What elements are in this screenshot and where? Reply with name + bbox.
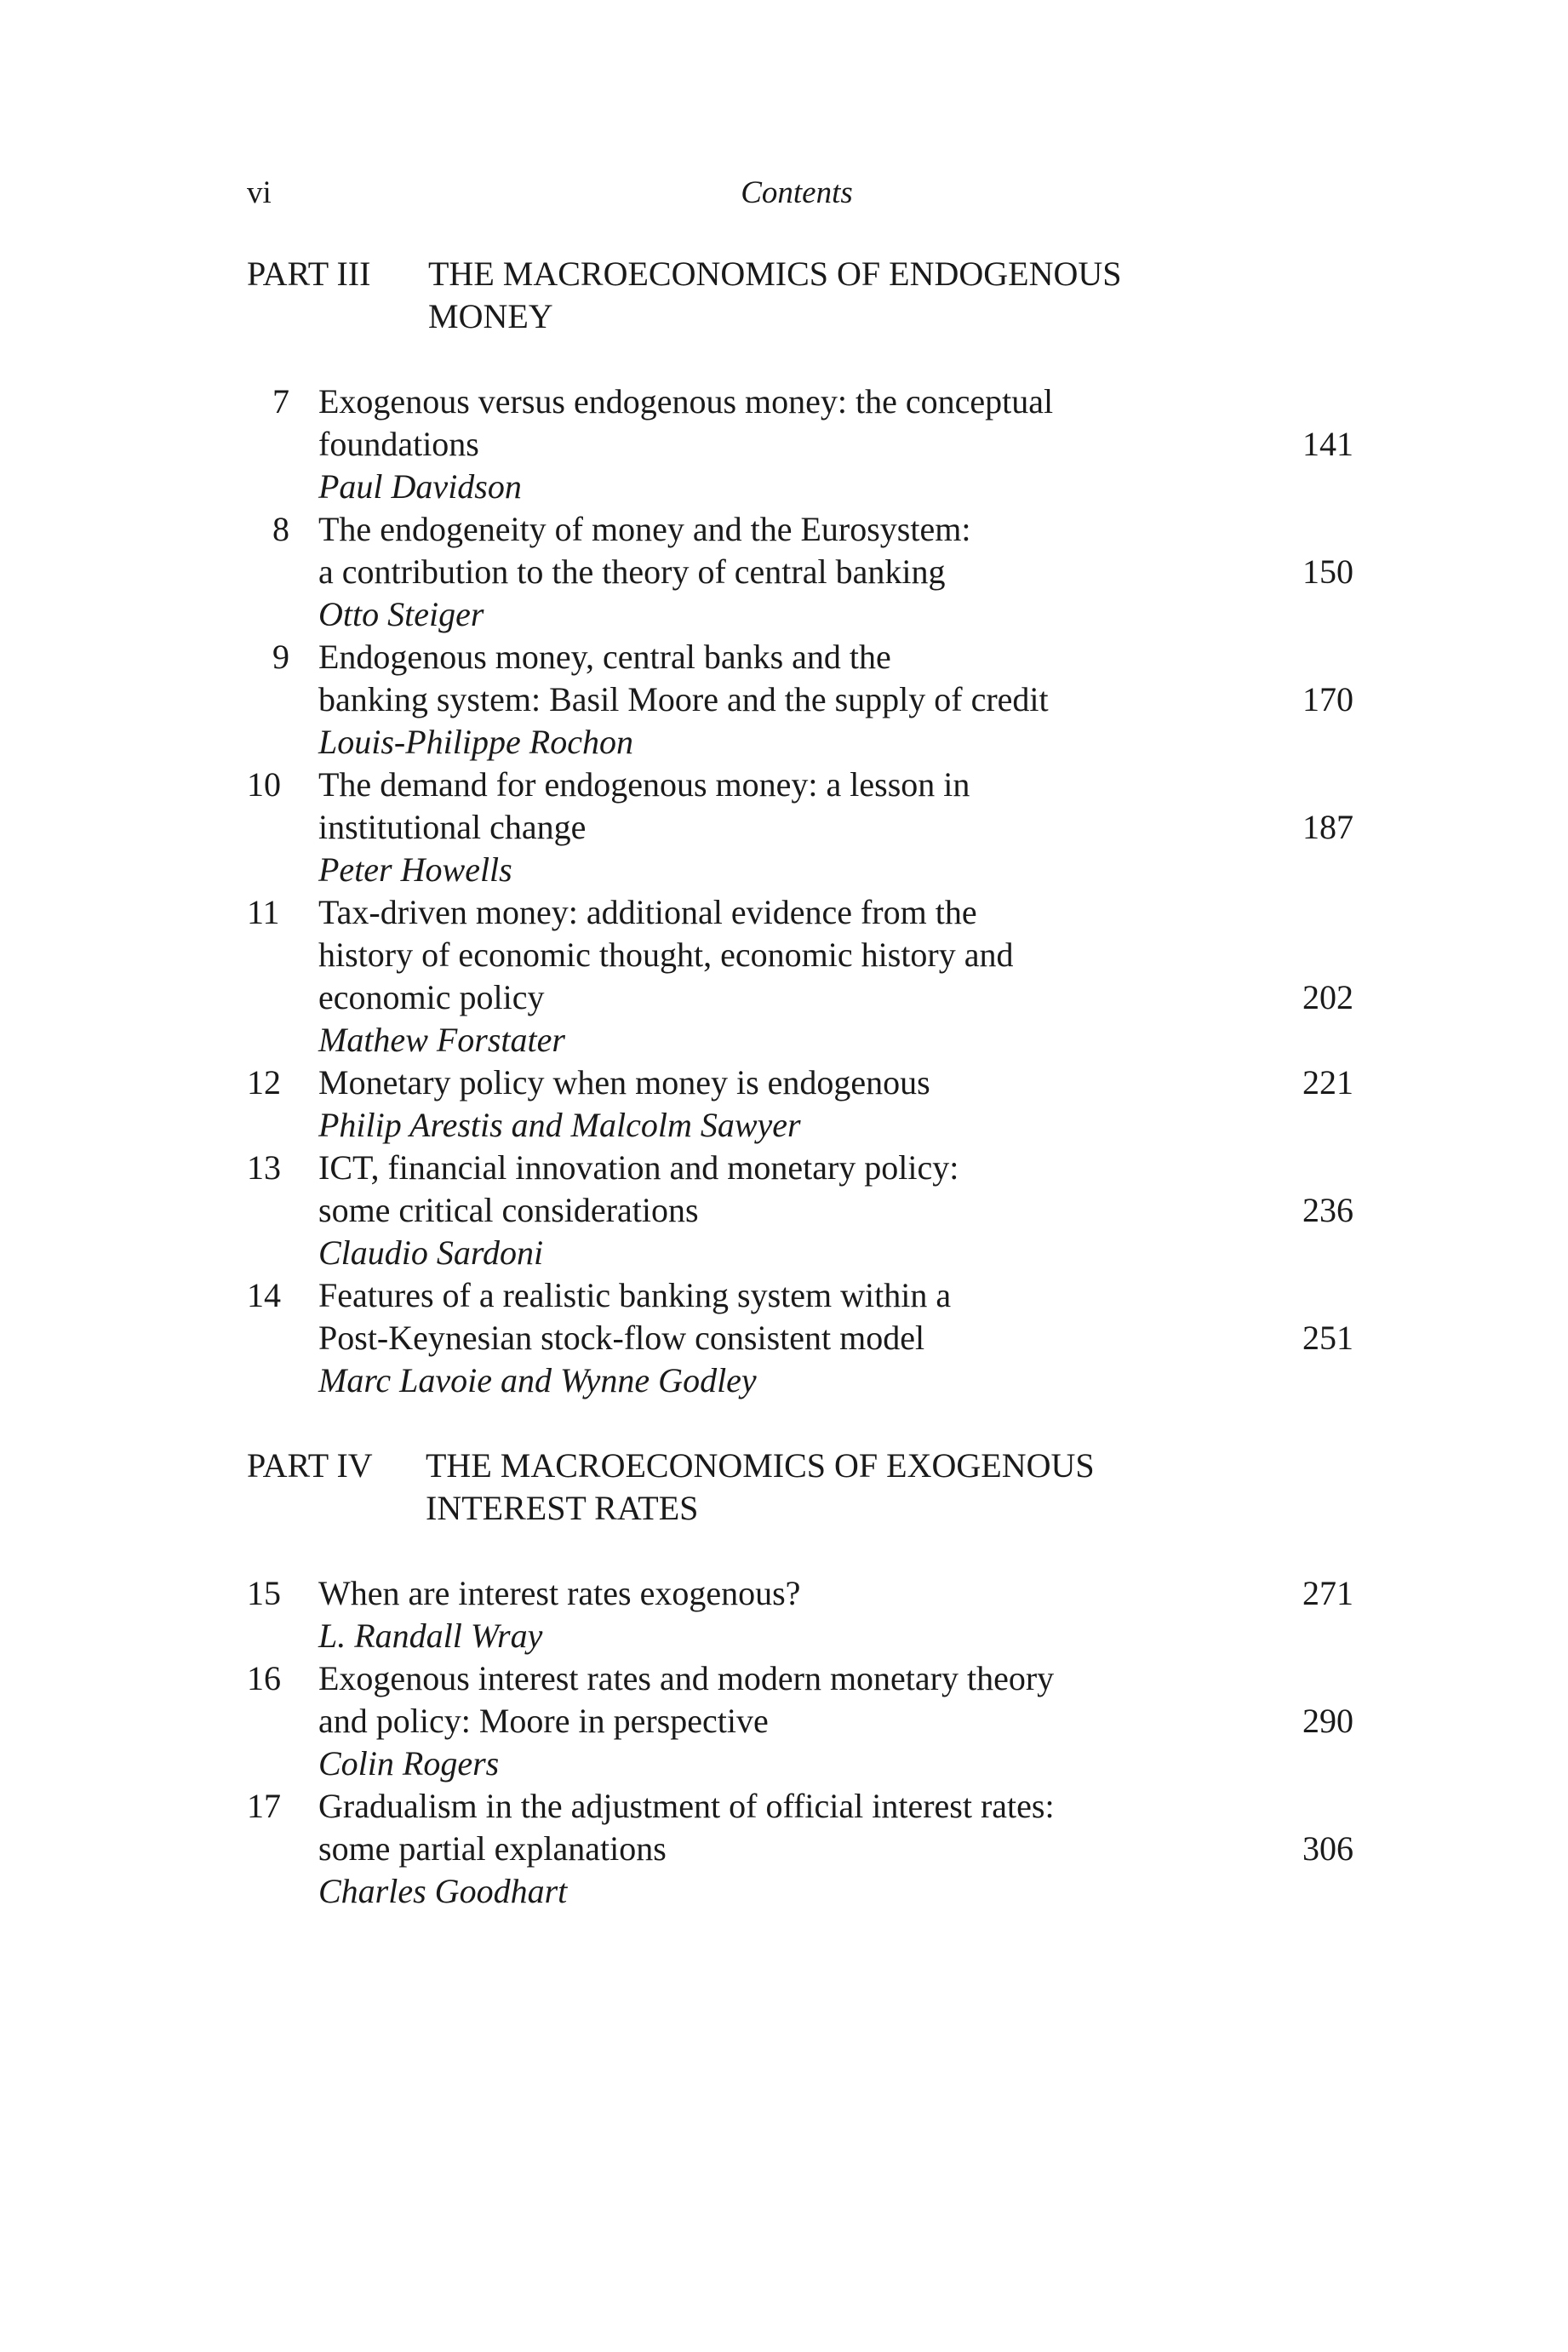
- chapter-number: 13: [247, 1148, 281, 1187]
- chapter-author: Louis-Philippe Rochon: [318, 723, 633, 761]
- page-number: 187: [1302, 808, 1353, 846]
- running-title: Contents: [741, 175, 853, 210]
- toc-entry[interactable]: [247, 1274, 1353, 1402]
- chapter-title-line: [318, 1572, 1353, 1615]
- chapter-title-text: When are interest rates exogenous?: [318, 1574, 801, 1612]
- part-heading: [247, 253, 1353, 338]
- toc-entry[interactable]: [247, 764, 1353, 891]
- chapter-title-line: Endogenous money, central banks and the: [318, 638, 891, 676]
- chapter-title-line: [318, 551, 1353, 593]
- chapter-title-text: a contribution to the theory of central banking: [318, 552, 946, 591]
- chapter-title-line: Exogenous versus endogenous money: the conceptual: [318, 382, 1054, 421]
- toc-entry[interactable]: [247, 508, 1353, 636]
- chapter-author: Paul Davidson: [318, 467, 522, 506]
- chapter-author: Philip Arestis and Malcolm Sawyer: [318, 1106, 801, 1144]
- chapter-title-line: [318, 1062, 1353, 1104]
- chapter-title-text: banking system: Basil Moore and the supply of credit: [318, 680, 1049, 718]
- chapter-title-line: [318, 678, 1353, 721]
- chapter-number: 7: [272, 382, 289, 421]
- toc-entry[interactable]: [247, 1657, 1353, 1785]
- chapter-author: Peter Howells: [318, 850, 512, 889]
- chapter-title-line: ICT, financial innovation and monetary policy:: [318, 1148, 959, 1187]
- chapter-title-line: [318, 423, 1353, 466]
- toc-entry[interactable]: [247, 1062, 1353, 1147]
- page-number: 306: [1302, 1829, 1353, 1868]
- chapter-title-line: The demand for endogenous money: a lesson in: [318, 765, 970, 804]
- toc-entry[interactable]: [247, 381, 1353, 508]
- folio: vi: [247, 175, 272, 210]
- running-head: [247, 170, 1347, 216]
- chapter-title-text: foundations: [318, 425, 479, 463]
- chapter-author: L. Randall Wray: [318, 1617, 543, 1655]
- chapter-author: Marc Lavoie and Wynne Godley: [318, 1361, 757, 1399]
- chapter-number: 8: [272, 510, 289, 548]
- toc-entry[interactable]: [247, 1147, 1353, 1274]
- part-title-line: INTEREST RATES: [426, 1489, 699, 1527]
- chapter-title-line: [318, 1828, 1353, 1870]
- chapter-title-line: Tax-driven money: additional evidence from the: [318, 893, 977, 931]
- page-number: 150: [1302, 552, 1353, 591]
- chapter-title-line: Features of a realistic banking system within a: [318, 1276, 952, 1314]
- part-title-line: THE MACROECONOMICS OF ENDOGENOUS: [428, 255, 1122, 293]
- chapter-title-line: Exogenous interest rates and modern monetary theory: [318, 1659, 1055, 1697]
- chapter-author: Charles Goodhart: [318, 1872, 568, 1910]
- chapter-title-line: history of economic thought, economic history and: [318, 936, 1014, 974]
- chapter-title-text: Post-Keynesian stock-flow consistent model: [318, 1319, 925, 1357]
- chapter-number: 15: [247, 1574, 281, 1612]
- chapter-number: 16: [247, 1659, 281, 1697]
- chapter-number: 17: [247, 1787, 281, 1825]
- part-spacer: [247, 1402, 1353, 1445]
- toc-entry[interactable]: [247, 1572, 1353, 1657]
- part-title-line: MONEY: [428, 297, 553, 335]
- chapter-author: Colin Rogers: [318, 1744, 500, 1783]
- chapter-author: Otto Steiger: [318, 595, 484, 633]
- chapter-title-line: Gradualism in the adjustment of official interest rates:: [318, 1787, 1055, 1825]
- chapter-title-line: [318, 1317, 1353, 1359]
- chapter-author: Mathew Forstater: [318, 1021, 565, 1059]
- chapter-title-text: Monetary policy when money is endogenous: [318, 1063, 930, 1102]
- chapter-title-line: [318, 806, 1353, 849]
- page-number: 271: [1302, 1574, 1353, 1612]
- part-label: PART IV: [247, 1446, 373, 1485]
- chapter-title-text: some partial explanations: [318, 1829, 667, 1868]
- page-number: 202: [1302, 978, 1353, 1016]
- part-title-line: THE MACROECONOMICS OF EXOGENOUS: [426, 1446, 1095, 1485]
- chapter-title-line: [318, 1700, 1353, 1743]
- page-number: 236: [1302, 1191, 1353, 1229]
- part-title: [428, 253, 1279, 338]
- part-title: [426, 1445, 1277, 1530]
- chapter-title-line: The endogeneity of money and the Eurosystem:: [318, 510, 971, 548]
- page-number: 141: [1302, 425, 1353, 463]
- chapter-title-line: [318, 1189, 1353, 1232]
- table-of-contents: [247, 253, 1353, 1913]
- toc-entry[interactable]: [247, 636, 1353, 764]
- chapter-number: 10: [247, 765, 281, 804]
- chapter-title-text: economic policy: [318, 978, 545, 1016]
- chapter-number: 9: [272, 638, 289, 676]
- chapter-title-line: [318, 976, 1353, 1019]
- part-label: PART III: [247, 255, 371, 293]
- chapter-number: 14: [247, 1276, 281, 1314]
- page-number: 221: [1302, 1063, 1353, 1102]
- chapter-title-text: institutional change: [318, 808, 587, 846]
- page-number: 170: [1302, 680, 1353, 718]
- page-number: 290: [1302, 1702, 1353, 1740]
- page-number: 251: [1302, 1319, 1353, 1357]
- chapter-number: 12: [247, 1063, 281, 1102]
- toc-entry[interactable]: [247, 1785, 1353, 1913]
- chapter-title-text: some critical considerations: [318, 1191, 699, 1229]
- part-heading: [247, 1445, 1353, 1530]
- chapter-title-text: and policy: Moore in perspective: [318, 1702, 769, 1740]
- toc-entry[interactable]: [247, 891, 1353, 1062]
- chapter-author: Claudio Sardoni: [318, 1233, 544, 1272]
- chapter-number: 11: [247, 893, 280, 931]
